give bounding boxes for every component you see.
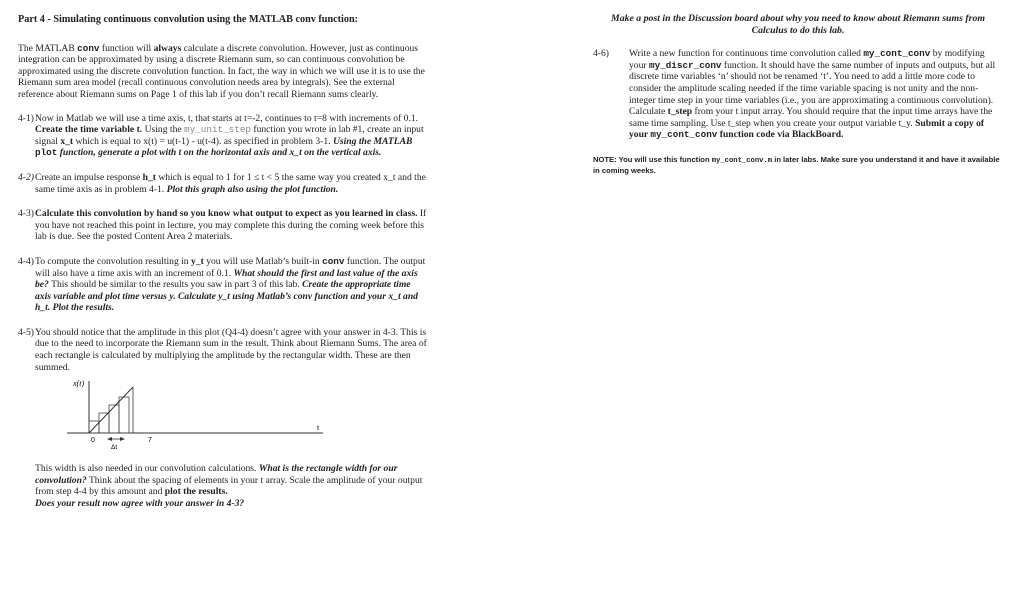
conv-code: conv [77,42,100,54]
q46-bold-blackboard: function code via BlackBoard. [717,129,844,141]
q46-text-2: by modifying your [629,48,985,71]
y-axis-label: x(t) [73,379,85,389]
discussion-prompt: Make a post in the Discussion board about why you need to know about Riemann sums from Calculus to do this lab. [611,13,985,36]
delta-arrowhead-right [120,437,125,441]
question-number: 4-4) [18,255,34,267]
question-4-4 [18,256,428,314]
q46-code-cont-conv-2: my_cont_conv [650,129,718,141]
q42-bolditalic-1: Plot this graph also using the plot function. [166,183,339,195]
riemann-sum-diagram [55,375,355,455]
note-text-2: in later labs. Make sure you understand it and have it available in coming weeks. [593,154,1000,175]
q46-text-3: function. It should have the same number of inputs and outputs, but all discrete time variables ‘n’ should not be renamed ‘t’. You need to add a little more code to consider the amplitude scaling needed if the time variable spacing is not unity and the non-integer time step in your time variables (i.e., you are approximating a continuous convolution). Calculate [629,59,996,118]
q41-bolditalic-2: function, generate a plot with t on the horizontal axis and x_t on the vertical axis. [57,147,382,159]
intro-paragraph [18,43,428,101]
left-column [18,14,428,510]
q44-text-1: To compute the convolution resulting in [35,255,192,267]
q46-bold-submit: Submit a copy of your [629,117,985,141]
q44-code-conv: conv [322,255,345,267]
after-bolditalic-1: What is the rectangle width for our convolution? [35,463,398,486]
q46-text-1: Write a new function for continuous time convolution called [629,48,864,60]
question-4-3 [18,208,428,243]
note-text-1: NOTE: You will use this function [593,154,712,164]
q46-code-discr-conv: my_discr_conv [648,59,722,71]
after-bold-1: plot the results. [164,486,228,498]
riemann-rect [109,405,119,433]
riemann-rect [119,397,129,433]
q46-code-cont-conv: my_cont_conv [863,48,931,60]
q43-bold-1: Calculate this convolution by hand so you know what output to expect as you learned in class. [35,208,418,220]
q44-bolditalic-1: What should the first and last value of the axis be? [35,267,418,291]
note-paragraph [593,155,1003,176]
delta-t-label: Δt [111,444,118,452]
q44-bold-yt: y_t [191,255,204,267]
q41-text-3: function you wrote in lab #1, create an input signal [35,124,424,147]
q41-bold-1: Create the time variable t. [35,124,143,136]
question-number: 4-2) [18,171,34,183]
question-number: 4-1) [18,112,34,124]
tick-0: 0 [91,437,95,445]
part-4-heading: Part 4 - Simulating continuous convolution using the MATLAB conv function: [18,14,359,25]
q41-text-1: Now in Matlab we will use a time axis, t, that starts at t=-2, continues to t=8 with increments of 0.1. [35,112,419,124]
width-paragraph [35,463,428,509]
x-axis-label: t [317,423,320,433]
q41-bolditalic-1: Using the MATLAB [332,135,413,147]
q41-bold-xt: x_t [60,135,74,147]
q42-text-2: which is equal to 1 for 1 ≤ t < 5 the same way you created x_t and the same time axis as in problem 4-1. [35,171,426,195]
q41-text-4: which is equal to x(t) = u(t-1) - u(t-4). as specified in problem 3-1. [73,135,333,147]
intro-text-3: calculate a discrete convolution. However, just as continuous integration can be approximated by using a discrete Riemann sum, so can continuous convolution be approximated using the discrete convolution function. In fact, the way in which we will use it is to use the Riemann sum area model (recall continuous convolution needs area by integrals). See the external reference about Riemann sums on Page 1 of this lab if you don’t recall Riemann sums clearly. [18,42,425,100]
always-emphasis: always [153,42,182,54]
q41-code-unit-step: my_unit_step [184,124,251,136]
tick-7: 7 [148,437,152,445]
q46-text-4: from your t input array. You should require that the input time arrays have the same time sampling. Use t_step when you create your output variable t_y. [629,106,993,129]
q44-text-2: you will use Matlab’s built-in [203,255,323,267]
delta-arrowhead-left [107,437,112,441]
after-text-2: Think about the spacing of elements in your t array. Scale the amplitude of your output from step 4-4 by this amount and [35,474,423,498]
question-number: 4-3) [18,208,34,220]
q44-text-3: function. The output will also have a time axis with an increment of 0.1. [35,255,426,279]
after-text-1: This width is also needed in our convolution calculations. [35,463,259,475]
q45-text-1: You should notice that the amplitude in this plot (Q4-4) doesn’t agree with your answer in 4-3. This is due to the need to incorporate the Riemann sum in the result. Think about Riemann Sums. The area of each rectangle is calculated by multiplying the amplitude by the rectangular width. These are then summed. [35,326,427,373]
question-4-5 [18,327,428,510]
q44-text-4: This should be similar to the results you saw in part 3 of this lab. [48,279,303,291]
q42-text-1: Create an impulse response [35,171,143,183]
riemann-sum-figure [55,375,355,455]
riemann-rect [99,413,109,433]
note-code: my_cont_conv.m [711,156,773,165]
question-number: 4-6) [593,48,609,60]
signal-ramp [89,387,133,433]
question-4-2 [18,172,428,195]
question-4-1 [18,113,428,159]
q43-text-1: If you have not reached this point in lecture, you may complete this during the coming week before this lab is due. See the posted Content Area 2 materials. [35,208,427,243]
q44-bolditalic-2: Create the appropriate time axis variable and plot time versus y. Calculate y_t using Matlab’s conv function and your x_t and h_t. Plot the results. [35,279,418,314]
intro-text-1: The MATLAB [18,42,78,54]
right-column [593,13,1003,176]
after-bolditalic-2: Does your result now agree with your answer in 4-3? [35,498,245,510]
q46-bold-tstep: t_step [667,106,693,118]
intro-text-2: function will [99,42,154,54]
question-number: 4-5) [18,326,34,338]
q42-bold-ht: h_t [142,171,156,183]
question-4-6 [593,48,1003,141]
q41-code-plot: plot [35,147,58,159]
q41-text-2: Using the [142,124,185,136]
